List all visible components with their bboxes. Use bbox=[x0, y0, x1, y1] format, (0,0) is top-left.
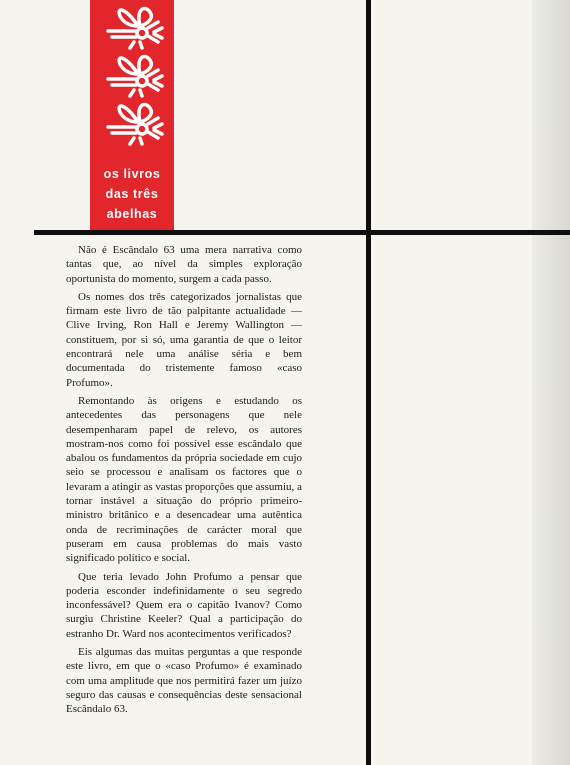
publisher-name-line: abelhas bbox=[106, 207, 158, 221]
blurb-paragraph: Que teria levado John Profumo a pensar que poderia esconder indefinidamente o seu segredo inconfessável? Quem era o capitão Ivanov? Como surgiu Christine Keeler? Qual a participação do estranho Dr. Ward nos acontecimentos verificados? bbox=[66, 570, 302, 640]
blurb-text bbox=[66, 243, 302, 721]
bee-icon bbox=[96, 52, 168, 98]
publisher-name-line: os livros bbox=[103, 167, 161, 181]
bee-icon bbox=[96, 100, 168, 146]
bee-icon bbox=[96, 4, 168, 50]
blurb-paragraph: Não é Escândalo 63 uma mera narrativa como tantas que, ao nível da simples exploração oportunista do momento, surgem a cada passo. bbox=[66, 244, 302, 285]
vertical-rule bbox=[366, 0, 371, 765]
publisher-name bbox=[90, 164, 174, 224]
horizontal-rule-right bbox=[371, 230, 570, 235]
blurb-paragraph: Eis algumas das muitas perguntas a que responde este livro, em que o «caso Profumo» é examinado com uma amplitude que nos permitirá fazer um juízo seguro das causas e consequências deste sensacional Escândalo 63. bbox=[66, 646, 302, 716]
publisher-logo bbox=[90, 0, 174, 230]
blurb-paragraph: Os nomes dos três categorizados jornalistas que firmam este livro de tão palpitante actualidade — Clive Irving, Ron Hall e Jeremy Wallington — constituem, por si só, uma garantia de que o leitor encontrará nele uma análise séria e bem documentada do tristemente famoso «caso Profumo». bbox=[66, 290, 302, 389]
publisher-name-line: das três bbox=[105, 187, 159, 201]
page-edge-shade bbox=[532, 0, 570, 765]
blurb-paragraph: Remontando às origens e estudando os antecedentes das personagens que nele desempenharam papel de relevo, os autores mostram-nos como foi possível esse escândalo que abalou os fundamentos da própria sociedade em cujo seio se processou e analisam os factores que o levaram a atingir as vastas proporções que assumiu, a tornar instável a situação do próprio primeiro-ministro britânico e a desencadear uma autêntica onda de recriminações de carácter moral que puseram em causa problemas do mais vasto significado político e social. bbox=[66, 394, 302, 565]
